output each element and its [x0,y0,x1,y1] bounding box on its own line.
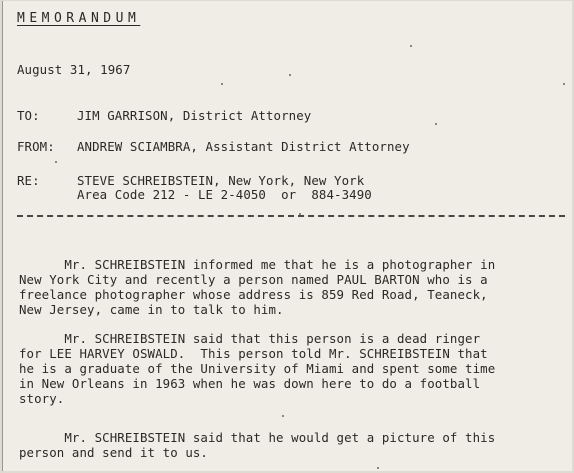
paper-speck [289,74,291,76]
memo-date: August 31, 1967 [17,62,131,77]
paper-speck [435,123,437,125]
paper-speck [282,415,284,417]
memo-title: MEMORANDUM [17,11,141,26]
paragraph-line: Mr. SCHREIBSTEIN said that this person is a dead ringer [19,331,481,346]
paper-speck [55,161,57,163]
paper-speck [377,467,379,469]
dashed-separator [17,215,565,217]
paragraph-line: person and send it to us. [19,445,208,460]
to-value: JIM GARRISON, District Attorney [77,108,312,123]
re-label: RE: [17,173,40,188]
paragraph-line: freelance photographer whose address is 859 Red Road, Teaneck, [19,287,488,302]
paragraph-line: Mr. SCHREIBSTEIN informed me that he is a photographer in [19,257,496,272]
from-label: FROM: [17,139,55,154]
from-value: ANDREW SCIAMBRA, Assistant District Attorney [77,139,410,154]
paper-speck [563,83,565,85]
re-subject-line: STEVE SCHREIBSTEIN, New York, New York [77,173,365,188]
paper-speck [299,213,301,215]
paragraph-line: New York City and recently a person named PAUL BARTON who is a [19,272,488,287]
memo-page [2,1,572,471]
paper-speck [410,45,412,47]
to-label: TO: [17,108,40,123]
paper-speck [221,83,223,85]
paragraph-line: in New Orleans in 1963 when he was down here to do a football [19,376,481,391]
paragraph-line: Mr. SCHREIBSTEIN said that he would get a picture of this [19,430,496,445]
paragraph-line: he is a graduate of the University of Miami and spent some time [19,361,496,376]
paragraph-line: New Jersey, came in to talk to him. [19,302,284,317]
paragraph-line: for LEE HARVEY OSWALD. This person told Mr. SCHREIBSTEIN that [19,346,488,361]
re-phone-line: Area Code 212 - LE 2-4050 or 884-3490 [77,187,372,202]
paragraph-line: story. [19,391,65,406]
